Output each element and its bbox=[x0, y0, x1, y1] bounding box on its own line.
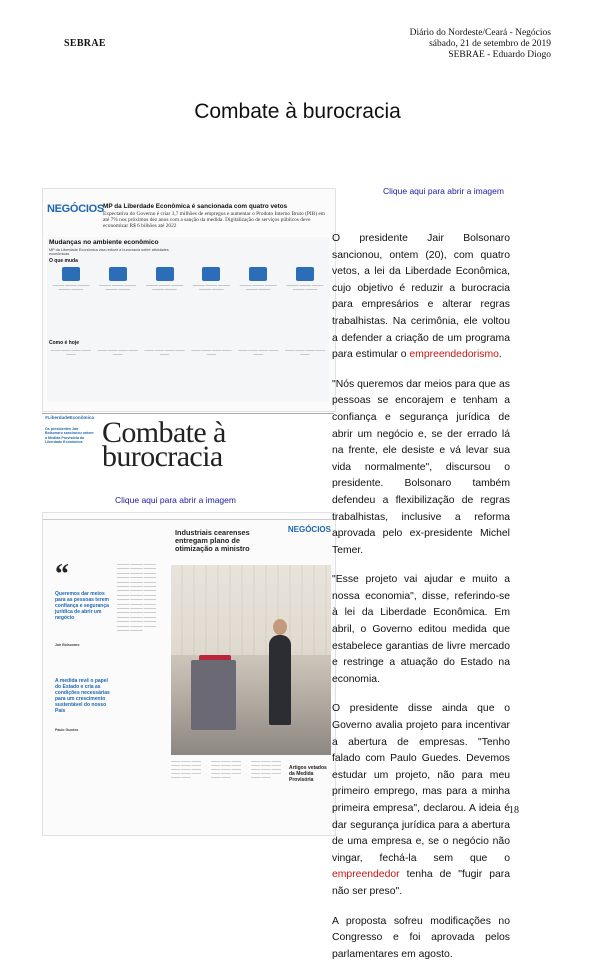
worker-icon bbox=[202, 267, 220, 281]
article-column: ──── ──── ──── ──── ──── ──── ──── ──── ──── ──── ──── ──── ──── ──── bbox=[171, 760, 201, 780]
publication-name: Diário do Nordeste/Ceará - Negócios bbox=[409, 28, 551, 38]
quote-mark-icon: “ bbox=[55, 559, 69, 590]
infographic-card: ───── ───── ───── ───── ───── bbox=[236, 267, 280, 319]
page-number: 18 bbox=[509, 805, 519, 816]
source-label: SEBRAE bbox=[64, 38, 106, 49]
clipping-big-title: Combate à burocracia bbox=[102, 416, 226, 473]
newspaper-clipping-3[interactable] bbox=[42, 512, 336, 836]
event-photo bbox=[171, 565, 331, 755]
infographic-comparison-row: ──── ──── ──── ──── ──── ──── ──── ──── ──── ──── ──── ──── ──── ──── ──── ──── ──── ──── ──── ──── ──── ──── ──── ──── ──── ──── ──── ──── ──── ──── bbox=[50, 349, 326, 357]
infographic-subtitle: MP da Liberdade Econômica visa reduzir a burocracia sobre atividades econômicas bbox=[49, 248, 169, 256]
paragraph-5: A proposta sofreu modificações no Congresso e foi aprovada pelos parlamentares em agosto. bbox=[332, 915, 510, 960]
publication-date: sábado, 21 de setembro de 2019 bbox=[429, 39, 551, 49]
newspaper-clipping-1[interactable] bbox=[42, 188, 336, 412]
sidebar-headline: Artigos vetados da Medida Provisória bbox=[289, 765, 327, 783]
clipping-deck: Expectativa do Governo é criar 3,7 milhões de empregos e aumentar o Produto Interno Bruto (PIB) em até 7% nos próximos dez anos com a sanção da medida. Digitalização de serviços públicos deve economizar R$ 6 bilhões até 2022 bbox=[103, 211, 326, 230]
infographic-title: Mudanças no ambiente econômico bbox=[49, 239, 159, 246]
infographic-label-how-it-was: Como é hoje bbox=[49, 340, 80, 346]
paragraph-4: O presidente disse ainda que o Governo avalia projeto para incentivar a abertura de empresas. "Tenho falado com Paulo Guedes. Devemos estudar um projeto, não para meu primeiro emprego, mas para a minha primeira empresa", declarou. A ideia é dar segurança jurídica para a abertura de uma empresa e, se o negócio não vingar, fechá-la sem que o empreendedor tenha de "fugir para não ser preso". bbox=[332, 703, 510, 897]
clipping-section-label: NEGÓCIOS bbox=[47, 203, 104, 215]
infographic-card: ───── ───── ───── ───── ───── bbox=[189, 267, 233, 319]
clipping-hashtag: #LiberdadeEconômica bbox=[45, 415, 95, 420]
building-icon bbox=[249, 267, 267, 281]
infographic-cards bbox=[49, 267, 327, 319]
page-title: Combate à burocracia bbox=[194, 100, 401, 123]
highlight-term[interactable]: empreendedorismo bbox=[409, 349, 499, 361]
clock-icon bbox=[156, 267, 174, 281]
open-image-link-1[interactable]: Clique aqui para abrir a imagem bbox=[383, 186, 504, 196]
infographic-card: ───── ───── ───── ───── ───── bbox=[96, 267, 140, 319]
pull-quote-2-author: Paulo Guedes bbox=[55, 728, 79, 732]
clipping-side-note: Os presidentes Jair Bolsonaro sancionou ontem a Medida Provisória da Liberdade Econômica bbox=[45, 427, 94, 445]
highlight-term[interactable]: empreendedor bbox=[332, 869, 400, 881]
pull-quote-1: Queremos dar meios para as pessoas terem confiança e segurança jurídica de abrir um negócio bbox=[55, 591, 109, 621]
clipping-section-label: NEGÓCIOS bbox=[287, 525, 331, 534]
pull-quote-1-author: Jair Bolsonaro bbox=[55, 643, 80, 647]
speaker-figure bbox=[269, 635, 291, 725]
computer-icon bbox=[296, 267, 314, 281]
newspaper-clipping-2[interactable] bbox=[42, 413, 334, 493]
infographic-box bbox=[47, 237, 329, 402]
paragraph-2: "Nós queremos dar meios para que as pessoas se encorajem e tenham a confiança e segurança jurídica de abrir um negócio e, se der errado lá na frente, ele desiste e vá levar sua vida normalmente", discursou o presidente. Bolsonaro também defendeu a flexibilização de regras trabalhistas, inclusive a reforma aprovada pelo ex-presidente Michel Temer. bbox=[332, 378, 510, 556]
pull-quote-2: A medida revê o papel do Estado e cria as condições necessárias para um crescimento sustentável do nosso País bbox=[55, 678, 110, 714]
article-column: ───── ───── ───── ───── ───── ───── ───── ───── ───── ───── ───── ───── ───── ───── ───── ───── ───── ───── ───── ───── ───── ───── ───── ───── ───── ───── ───── ───── ───── ───── ───── ───── ───── ───── ───── ───── ───── ───── ───── ───── ───── ───── ───── ───── ───── ───── ───── bbox=[117, 563, 157, 634]
paragraph-1: O presidente Jair Bolsonaro sancionou, ontem (20), com quatro vetos, a lei da Liberdade Econômica, cujo objetivo é reduzir a burocracia para empresários e alterar regras trabalhistas. Na cerimônia, ele voltou a defender a criação de um programa para estimular o empreendedorismo. bbox=[332, 233, 510, 361]
clipping-headline: Industriais cearenses entregam plano de otimização a ministro bbox=[175, 528, 250, 553]
paragraph-3: "Esse projeto vai ajudar e muito a nossa economia", disse, referindo-se à lei da Liberdade Econômica. Em abril, o Governo editou medida que estabelece garantias de livre mercado e restringe a atuação do Estado na economia. bbox=[332, 574, 510, 685]
infographic-card: ───── ───── ───── ───── ───── bbox=[49, 267, 93, 319]
publication-info bbox=[410, 28, 551, 61]
infographic-label-what-changes: O que muda bbox=[49, 258, 78, 264]
publication-author: SEBRAE - Eduardo Diogo bbox=[448, 50, 551, 60]
infographic-card: ───── ───── ───── ───── ───── bbox=[143, 267, 187, 319]
article-column: ──── ──── ──── ──── ──── ──── ──── ──── ──── ──── ──── ──── ──── ──── bbox=[251, 760, 281, 780]
infographic-card: ───── ───── ───── ───── ───── bbox=[283, 267, 327, 319]
article-column: ──── ──── ──── ──── ──── ──── ──── ──── ──── ──── ──── ──── ──── ──── bbox=[211, 760, 241, 780]
calendar-icon bbox=[109, 267, 127, 281]
clipping-top-rule bbox=[43, 513, 335, 520]
document-icon bbox=[62, 267, 80, 281]
clipping-headline: MP da Liberdade Econômica é sancionada com quatro vetos bbox=[103, 203, 288, 210]
article-body bbox=[332, 231, 510, 976]
open-image-link-2[interactable]: Clique aqui para abrir a imagem bbox=[115, 495, 236, 505]
podium bbox=[191, 660, 236, 730]
